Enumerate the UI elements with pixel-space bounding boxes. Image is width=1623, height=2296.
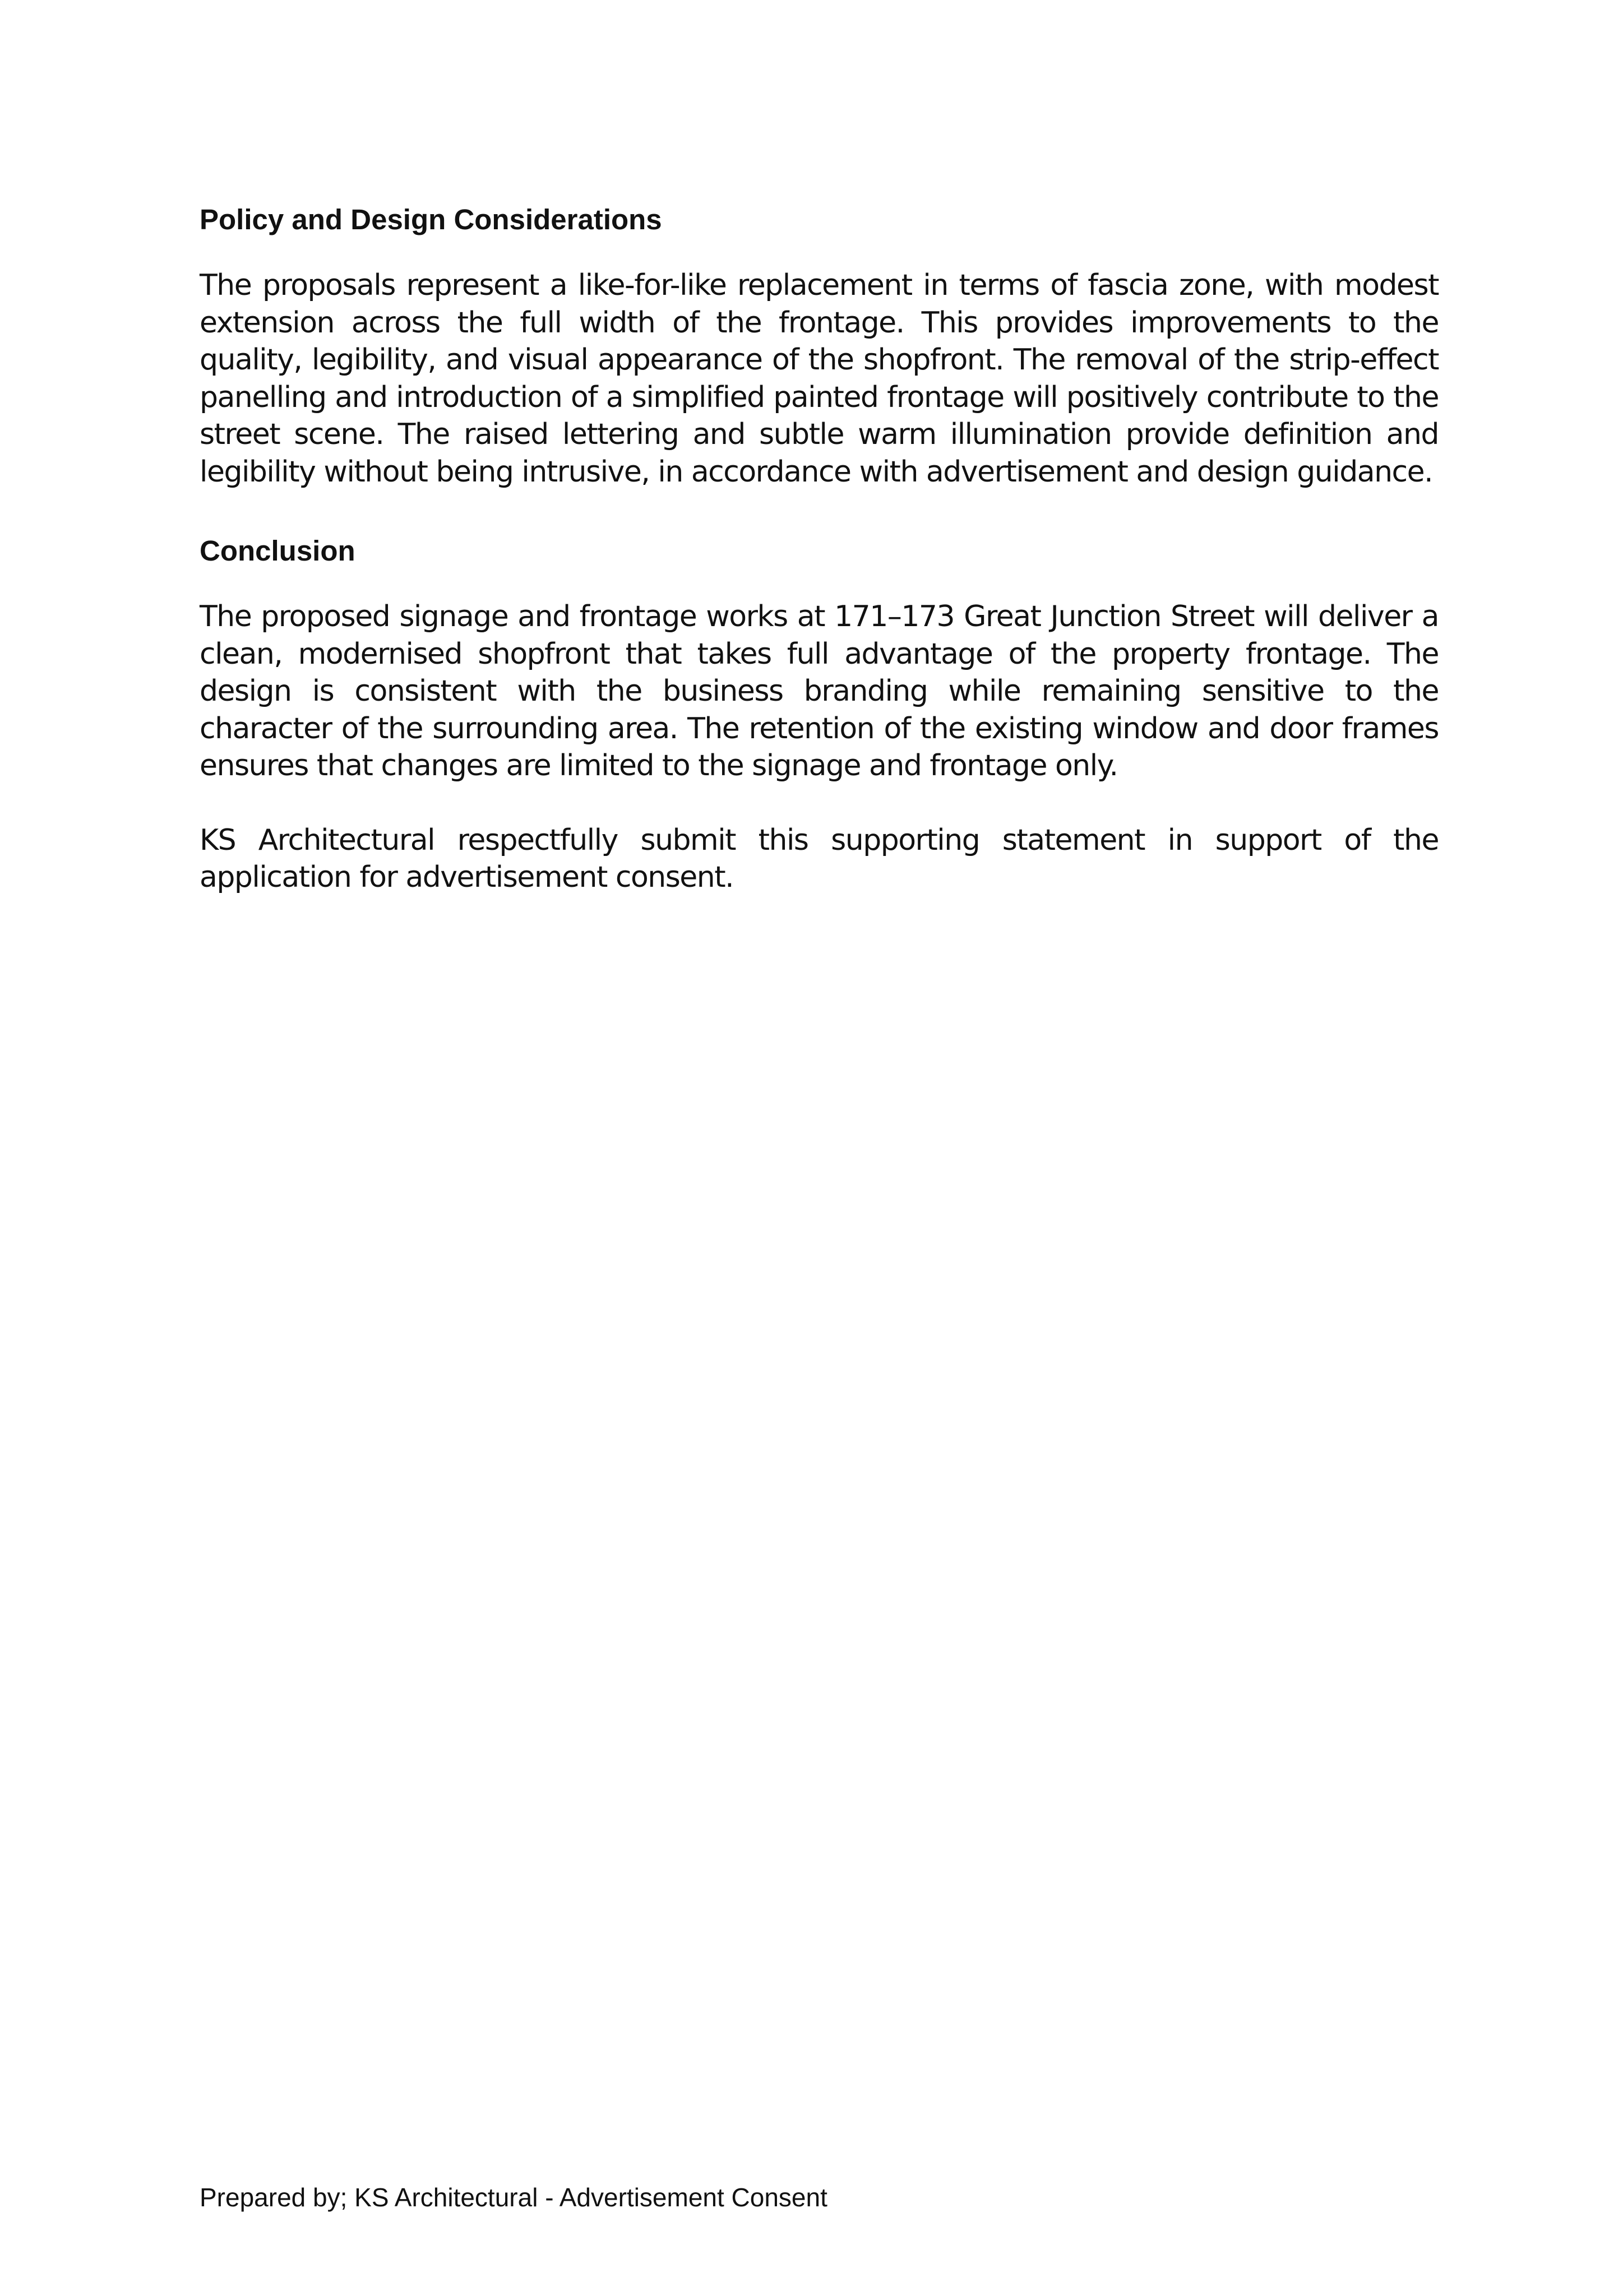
section-heading-policy: Policy and Design Considerations [200,203,662,235]
conclusion-paragraph-1: The proposed signage and frontage works at 171–173 Great Junction Street will deliver a clean, modernised shopfront that takes full advantage of the property frontage. The design is consistent with the business branding while remaining sensitive to the character of the surrounding area. The retention of the existing window and door frames ensures that changes are limited to the signage and frontage only. [200,600,1439,783]
page-footer: Prepared by; KS Architectural - Advertisement Consent [200,2183,827,2212]
document-body [200,196,1439,896]
conclusion-paragraph-2: KS Architectural respectfully submit this supporting statement in support of the application for advertisement consent. [200,823,1439,894]
section-heading-conclusion: Conclusion [200,535,355,567]
policy-paragraph: The proposals represent a like-for-like replacement in terms of fascia zone, with modest extension across the full width of the frontage. This provides improvements to the quality, legibility, and visual appearance of the shopfront. The removal of the strip-effect panelling and introduction of a simplified painted frontage will positively contribute to the street scene. The raised lettering and subtle warm illumination provide definition and legibility without being intrusive, in accordance with advertisement and design guidance. [200,269,1439,489]
